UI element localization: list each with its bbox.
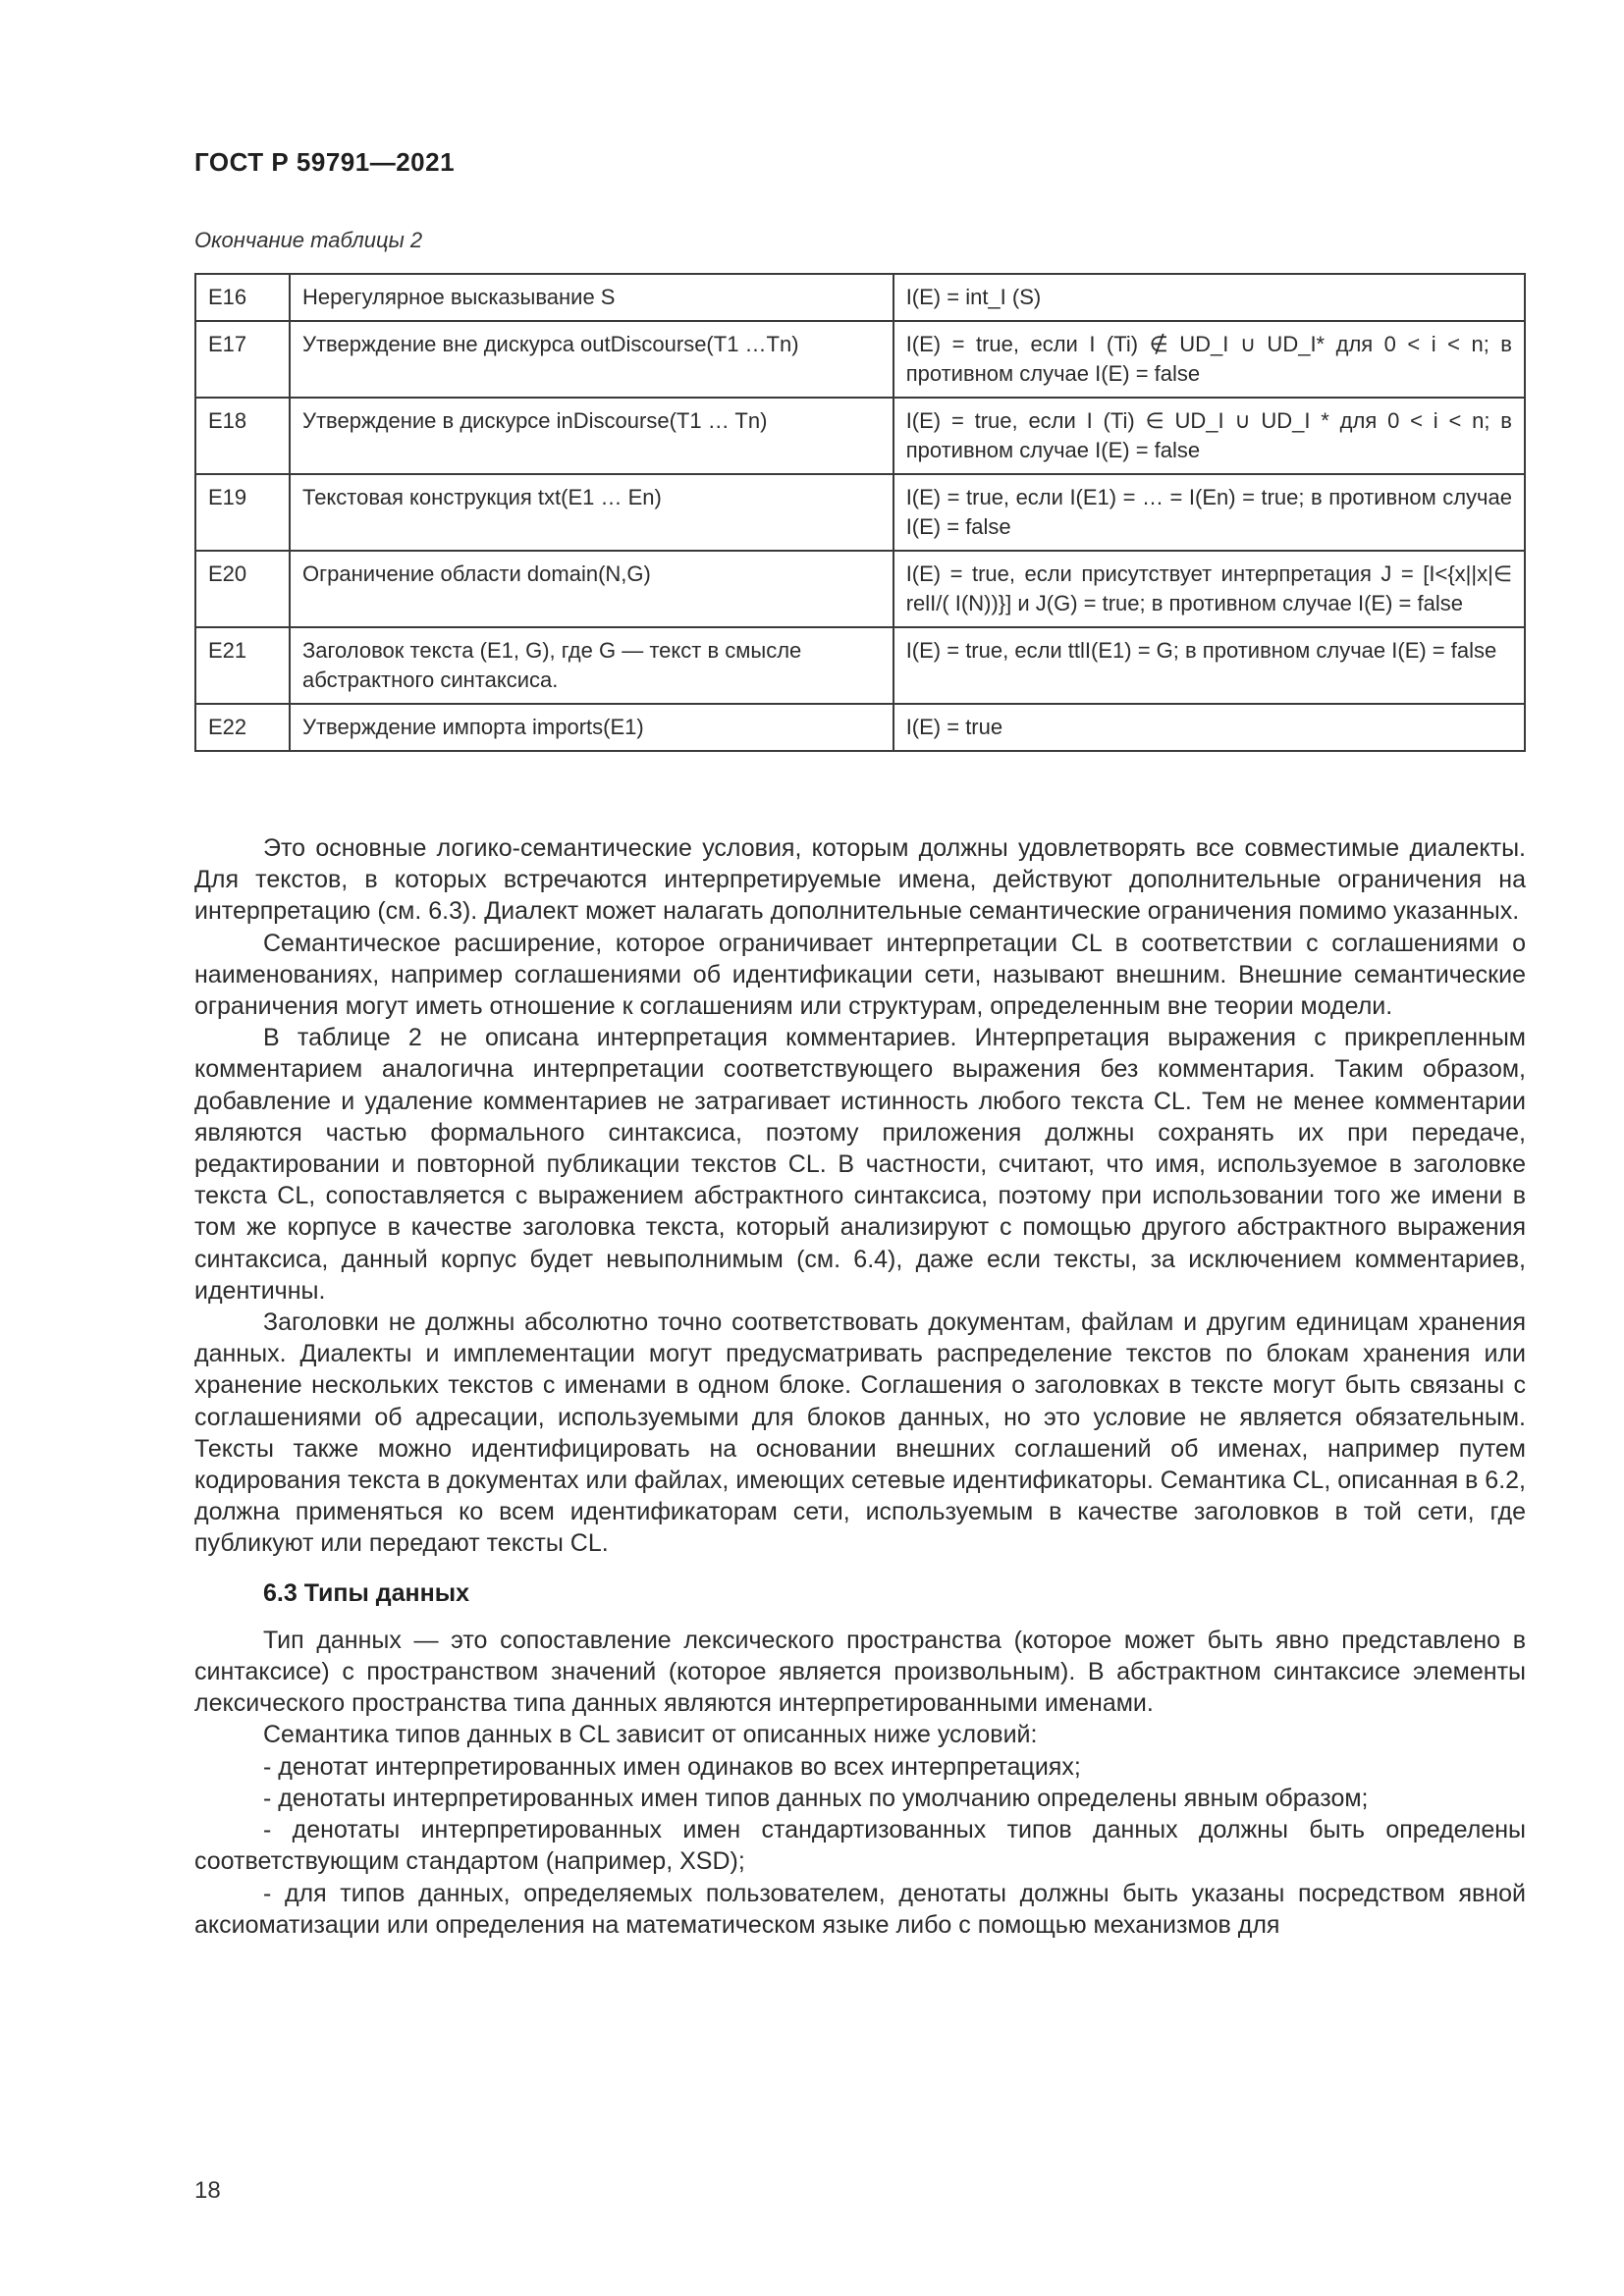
row-id: E19	[195, 474, 290, 551]
list-item: - денотаты интерпретированных имен типов данных по умолчанию определены явным образом;	[263, 1784, 1369, 1812]
row-id: E18	[195, 398, 290, 474]
paragraph: В таблице 2 не описана интерпретация комментариев. Интерпретация выражения с прикрепленным комментарием аналогична интерпретации соответствующего выражения без комментария. Таким образом, добавление и удаление комментариев не затрагивает истинность любого текста CL. Тем не менее комментарии являются частью формального синтаксиса, поэтому приложения должны сохранять их при передаче, редактировании и повторной публикации текстов CL. В частности, считают, что имя, используемое в заголовке текста CL, сопоставляется с выражением абстрактного синтаксиса, поэтому при использовании того же имени в том же корпусе в качестве заголовка текста, который анализируют с помощью другого абстрактного выражения синтаксиса, данный корпус будет невыполнимым (см. 6.4), даже если тексты, за исключением комментариев, идентичны.	[194, 1024, 1526, 1305]
body-text	[194, 832, 1526, 1941]
row-name: Утверждение импорта imports(E1)	[290, 704, 893, 751]
row-name: Утверждение в дискурсе inDiscourse(T1 … Tn)	[290, 398, 893, 474]
list-item: - денотат интерпретированных имен одинаков во всех интерпретациях;	[263, 1752, 1081, 1781]
list-item: - для типов данных, определяемых пользователем, денотаты должны быть указаны посредством явной аксиоматизации или определения на математическом языке либо с помощью механизмов для	[194, 1879, 1526, 1939]
paragraph: Семантика типов данных в CL зависит от описанных ниже условий:	[263, 1721, 1038, 1749]
row-name: Заголовок текста (E1, G), где G — текст в смысле абстрактного синтаксиса.	[290, 627, 893, 704]
row-condition: I(E) = true, если I (Ti) ∉ UD_I ∪ UD_I* для 0 < i < n; в противном случае I(E) = false	[893, 321, 1525, 398]
row-id: E17	[195, 321, 290, 398]
document-header: ГОСТ Р 59791—2021	[194, 147, 456, 177]
row-name: Текстовая конструкция txt(E1 … En)	[290, 474, 893, 551]
row-condition: I(E) = true, если ttlI(E1) = G; в противном случае I(E) = false	[893, 627, 1525, 704]
row-condition: I(E) = true, если присутствует интерпретация J = [I<{x||x|∈ relI/( I(N))}] и J(G) = true; в противном случае I(E) = false	[893, 551, 1525, 627]
semantics-table	[194, 273, 1526, 752]
row-name: Ограничение области domain(N,G)	[290, 551, 893, 627]
row-condition: I(E) = true, если I (Ti) ∈ UD_I ∪ UD_I * для 0 < i < n; в противном случае I(E) = false	[893, 398, 1525, 474]
row-condition: I(E) = int_I (S)	[893, 274, 1525, 321]
list-item: - денотаты интерпретированных имен стандартизованных типов данных должны быть определены соответствующим стандартом (например, XSD);	[194, 1816, 1526, 1876]
row-id: E16	[195, 274, 290, 321]
page-number: 18	[194, 2177, 221, 2204]
row-name: Нерегулярное высказывание S	[290, 274, 893, 321]
table-row	[195, 398, 1525, 474]
table-row	[195, 627, 1525, 704]
table-caption: Окончание таблицы 2	[194, 228, 423, 252]
table-row	[195, 321, 1525, 398]
row-name: Утверждение вне дискурса outDiscourse(T1 …Tn)	[290, 321, 893, 398]
paragraph: Тип данных — это сопоставление лексического пространства (которое может быть явно представлено в синтаксисе) с пространством значений (которое является произвольным). В абстрактном синтаксисе элементы лексического пространства типа данных являются интерпретированными именами.	[194, 1626, 1526, 1718]
row-id: E20	[195, 551, 290, 627]
table-row	[195, 704, 1525, 751]
table-row	[195, 474, 1525, 551]
row-id: E22	[195, 704, 290, 751]
table-row	[195, 551, 1525, 627]
paragraph: Семантическое расширение, которое ограничивает интерпретации CL в соответствии с соглашениями о наименованиях, например соглашениями об идентификации сети, называют внешним. Внешние семантические ограничения могут иметь отношение к соглашениям или структурам, определенным вне теории модели.	[194, 929, 1526, 1021]
section-heading: 6.3 Типы данных	[263, 1578, 470, 1607]
paragraph: Заголовки не должны абсолютно точно соответствовать документам, файлам и другим единицам хранения данных. Диалекты и имплементации могут предусматривать распределение текстов по блокам хранения или хранение нескольких текстов с именами в одном блоке. Соглашения о заголовках в тексте могут быть связаны с соглашениями об адресации, используемыми для блоков данных, но это условие не является обязательным. Тексты также можно идентифицировать на основании внешних соглашений об именах, например путем кодирования текста в документах или файлах, имеющих сетевые идентификаторы. Семантика CL, описанная в 6.2, должна применяться ко всем идентификаторам сети, используемым в качестве заголовков в той сети, где публикуют или передают тексты CL.	[194, 1308, 1526, 1558]
row-condition: I(E) = true	[893, 704, 1525, 751]
table-row	[195, 274, 1525, 321]
paragraph: Это основные логико-семантические условия, которым должны удовлетворять все совместимые диалекты. Для текстов, в которых встречаются интерпретируемые имена, действуют дополнительные ограничения на интерпретацию (см. 6.3). Диалект может налагать дополнительные семантические ограничения помимо указанных.	[194, 834, 1526, 926]
row-id: E21	[195, 627, 290, 704]
row-condition: I(E) = true, если I(E1) = … = I(En) = true; в противном случае I(E) = false	[893, 474, 1525, 551]
